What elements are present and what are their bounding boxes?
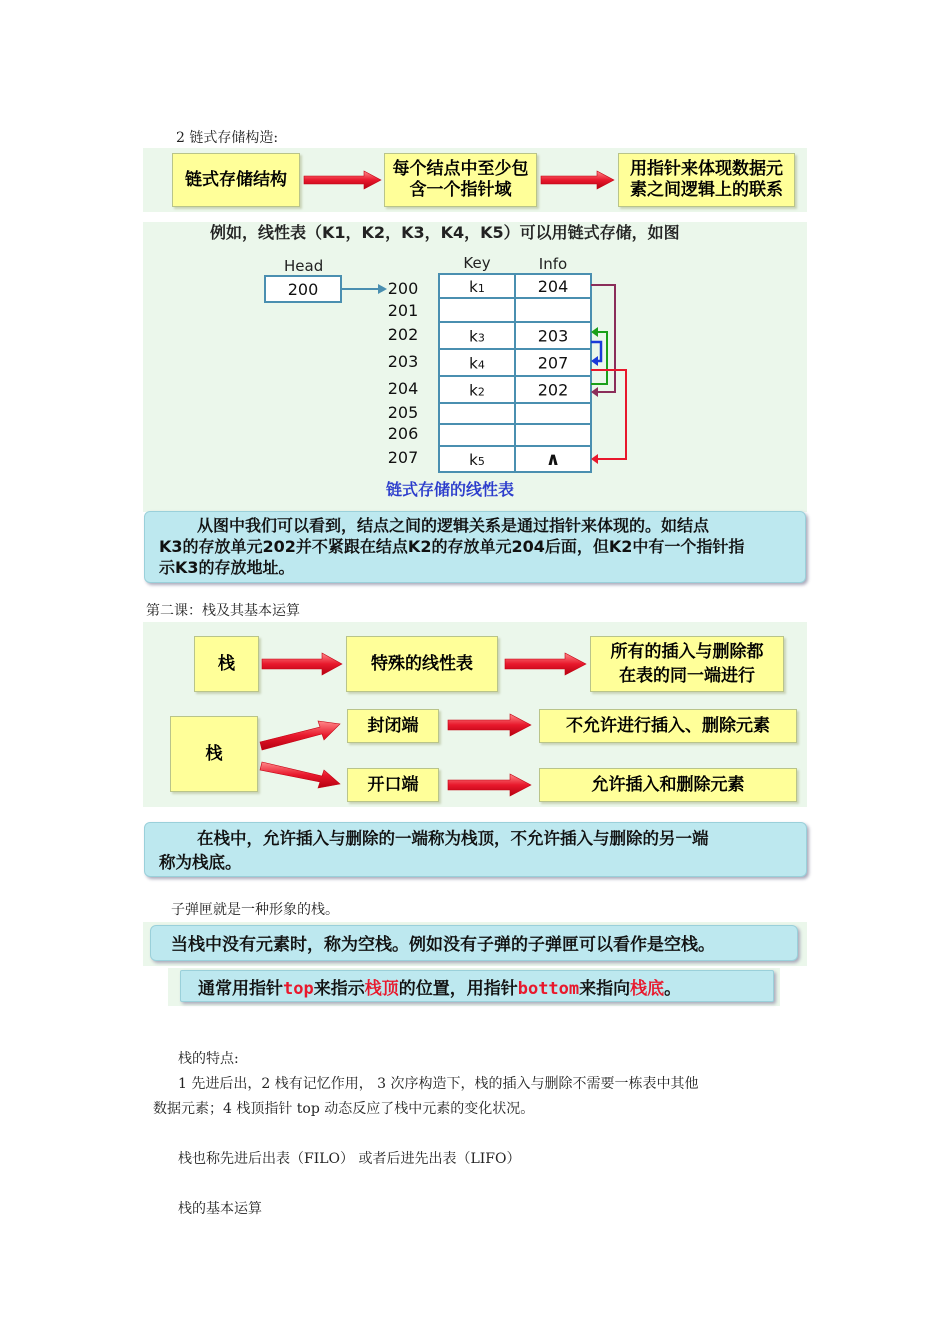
stack-box-bottom: 栈 — [170, 716, 258, 792]
key-cell: k3 — [469, 327, 485, 346]
info-cell: 207 — [537, 353, 569, 373]
arrow-special-to-sameend — [505, 653, 586, 675]
head-label: Head — [284, 257, 324, 275]
flow-box-pointer-field: 每个结点中至少包 含一个指针域 — [384, 153, 537, 207]
bottom-keyword: bottom — [517, 979, 580, 999]
address-label: 206 — [387, 424, 419, 443]
stack-definition-box: 在栈中，允许插入与删除的一端称为栈顶，不允许插入与删除的另一端 称为栈底。 — [144, 822, 807, 877]
section-heading-linked-storage: 2 链式存储构造: — [176, 130, 279, 146]
stack-bottom-term: 栈底 — [630, 979, 665, 999]
arrow-closed-to-desc — [448, 714, 531, 736]
key-column-header: Key — [463, 254, 491, 272]
features-title: 栈的特点: — [178, 1051, 239, 1067]
basic-operations-heading: 栈的基本运算 — [178, 1201, 262, 1217]
head-value: 200 — [287, 280, 319, 299]
address-label: 204 — [387, 379, 419, 398]
key-cell: k2 — [469, 381, 485, 400]
stack-box-top: 栈 — [194, 636, 259, 692]
example-title: 例如，线性表（K1，K2，K3，K4，K5）可以用链式存储，如图 — [210, 223, 680, 242]
info-cell: 202 — [537, 380, 569, 400]
arrow-stack-to-open — [260, 762, 340, 788]
arrow-stack-to-special — [262, 653, 342, 675]
key-cell: k1 — [469, 278, 485, 296]
address-label: 202 — [387, 325, 419, 344]
arrow-open-to-desc — [448, 774, 531, 796]
info-cell: 204 — [537, 277, 569, 296]
features-line-2: 数据元素；4 栈顶指针 top 动态反应了栈中元素的变化状况。 — [153, 1101, 535, 1117]
address-label: 205 — [387, 403, 419, 422]
explanation-box: 从图中我们可以看到，结点之间的逻辑关系是通过指针来体现的。如结点 K3的存放单元202并不紧跟在结点K2的存放单元204后面，但K2中有一个指针指 示K3的存放地址。 — [144, 511, 806, 583]
key-cell: k4 — [469, 354, 485, 373]
same-end-operation-box: 所有的插入与删除都 在表的同一端进行 — [590, 636, 784, 692]
info-cell: ∧ — [545, 449, 561, 470]
open-end-box: 开口端 — [347, 768, 439, 802]
special-linear-list-box: 特殊的线性表 — [346, 636, 498, 692]
info-cell: 203 — [537, 326, 569, 346]
section-heading-stack: 第二课：栈及其基本运算 — [146, 603, 300, 619]
flow-box-linked-structure: 链式存储结构 — [172, 153, 300, 207]
stack-top-term: 栈顶 — [364, 979, 399, 999]
diagram-caption: 链式存储的线性表 — [385, 480, 515, 499]
closed-end-box: 封闭端 — [347, 709, 439, 743]
address-label: 200 — [387, 279, 419, 298]
open-end-desc-box: 允许插入和删除元素 — [539, 768, 797, 802]
pointer-box: 通常用指针top来指示栈顶的位置，用指针bottom来指向栈底。 — [180, 970, 774, 1002]
address-label: 207 — [387, 448, 419, 467]
arrow-stack-to-closed — [260, 721, 340, 750]
features-line-1: 1 先进后出，2 栈有记忆作用， 3 次序构造下，栈的插入与删除不需要一栋表中其他 — [178, 1076, 699, 1092]
empty-stack-box: 当栈中没有元素时，称为空栈。例如没有子弹的子弹匣可以看作是空栈。 — [150, 925, 798, 961]
top-keyword: top — [283, 979, 314, 999]
flow-box-pointer-relation: 用指针来体现数据元 素之间逻辑上的联系 — [618, 153, 795, 207]
address-label: 201 — [387, 301, 419, 320]
magazine-note: 子弹匣就是一种形象的栈。 — [171, 902, 339, 918]
closed-end-desc-box: 不允许进行插入、删除元素 — [539, 709, 797, 743]
info-column-header: Info — [538, 255, 568, 273]
filo-lifo-line: 栈也称先进后出表（FILO） 或者后进先出表（LIFO） — [178, 1151, 521, 1167]
key-cell: k5 — [469, 451, 485, 469]
address-label: 203 — [387, 352, 419, 371]
